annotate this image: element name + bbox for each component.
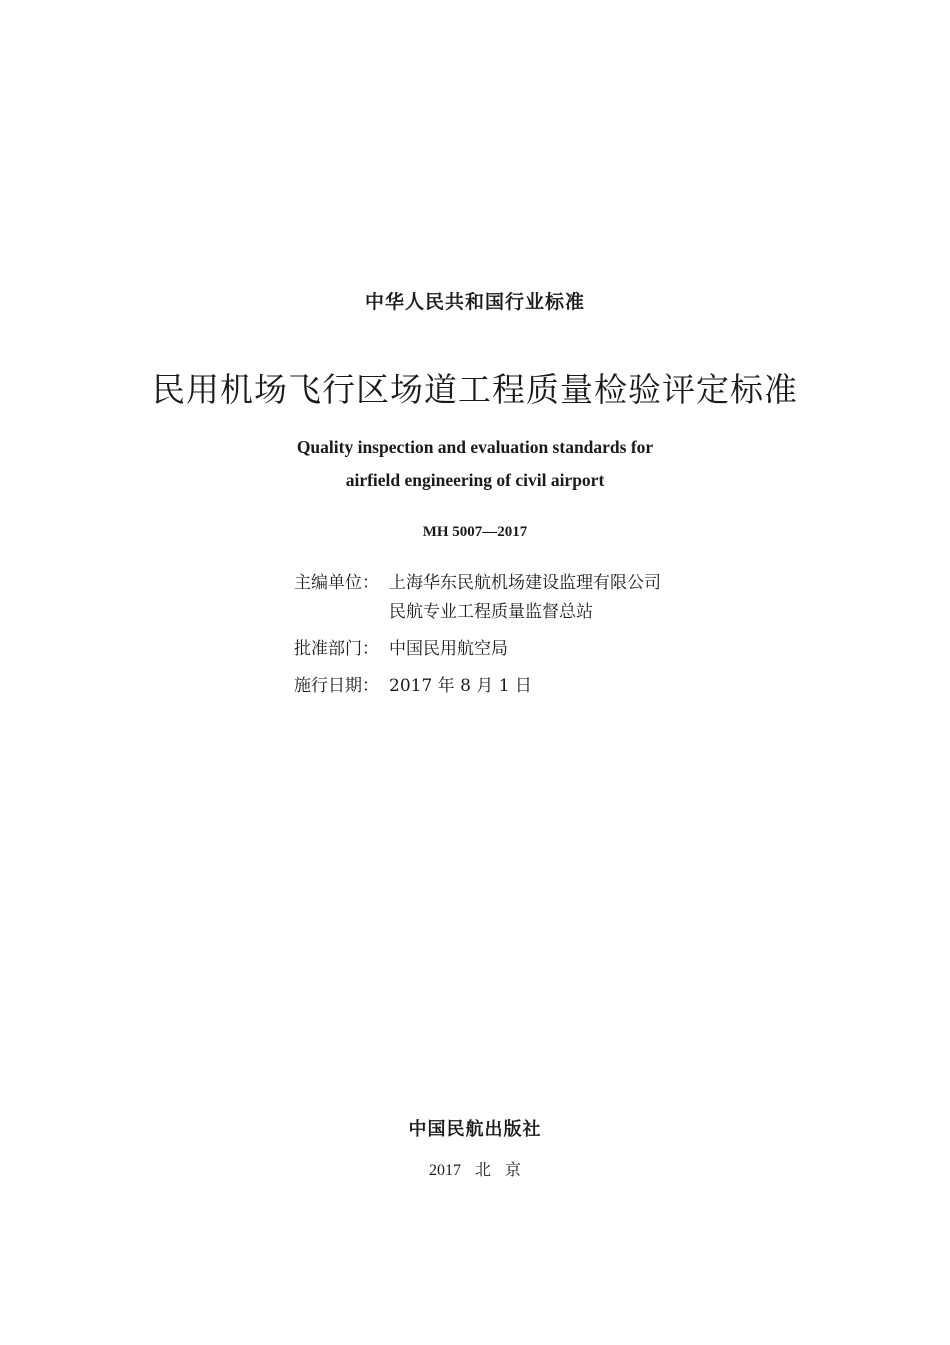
document-title-chinese: 民用机场飞行区场道工程质量检验评定标准: [152, 370, 798, 409]
publication-place: [0, 1157, 950, 1180]
effective-date-label: 施行日期：: [294, 676, 379, 696]
standard-code: MH 5007—2017: [422, 524, 528, 540]
approval-label: 批准部门：: [294, 639, 379, 659]
publisher-name: 中国民航出版社: [408, 1119, 542, 1140]
approval-row: [294, 634, 508, 659]
document-title-english-line-2: airfield engineering of civil airport: [345, 470, 605, 490]
editor-value-2: 民航专业工程质量监督总站: [389, 602, 593, 622]
editor-row-continued: [294, 597, 593, 622]
standard-category: 中华人民共和国行业标准: [364, 291, 585, 313]
effective-date-value: 2017 年 8 月 1 日: [389, 676, 532, 696]
approval-value: 中国民用航空局: [389, 639, 508, 659]
editor-value-1: 上海华东民航机场建设监理有限公司: [389, 573, 661, 593]
effective-date-row: [294, 671, 532, 696]
editor-row: [294, 568, 661, 593]
publication-city-char-1: 北: [474, 1162, 491, 1179]
publication-year: 2017: [428, 1162, 461, 1179]
publication-city-char-2: 京: [505, 1162, 522, 1179]
editor-label: 主编单位：: [294, 573, 379, 593]
document-title-english-line-1: Quality inspection and evaluation standards for: [296, 437, 654, 457]
